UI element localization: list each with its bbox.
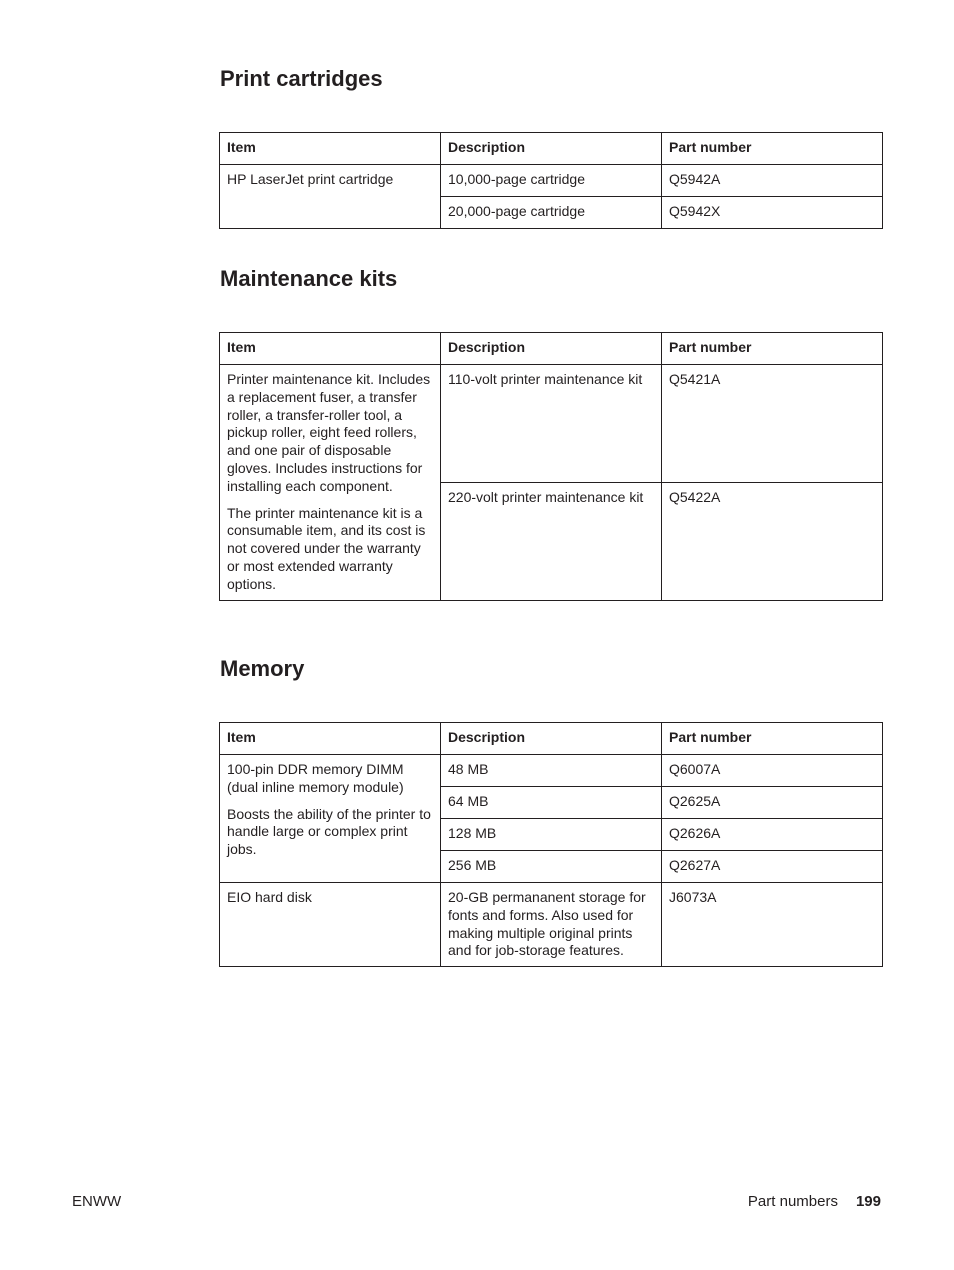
- section-title-memory: Memory: [220, 656, 305, 681]
- table-row: [220, 755, 883, 787]
- item-cell: [220, 365, 441, 601]
- description-cell: 48 MB: [441, 755, 662, 787]
- part-number-cell: Q5422A: [662, 482, 883, 600]
- part-number-cell: Q2627A: [662, 851, 883, 883]
- part-number-cell: J6073A: [662, 883, 883, 967]
- item-cell: HP LaserJet print cartridge: [220, 165, 441, 229]
- maintenance-kits-table: [219, 332, 883, 601]
- table-row: [220, 883, 883, 967]
- part-number-cell: Q5421A: [662, 365, 883, 483]
- page-number: 199: [855, 1193, 881, 1210]
- description-cell: 64 MB: [441, 787, 662, 819]
- print-cartridges-table: [219, 132, 883, 229]
- footer-section-name: Part numbers: [747, 1193, 838, 1210]
- item-cell: EIO hard disk: [220, 883, 441, 967]
- header-description: Description: [441, 723, 662, 755]
- item-paragraph: The printer maintenance kit is a consumable item, and its cost is not covered under the warranty or most extended warranty options.: [227, 504, 426, 592]
- header-item: Item: [220, 723, 441, 755]
- footer-page-info: [748, 1193, 881, 1211]
- memory-table: [219, 722, 883, 967]
- section-title-maintenance-kits: Maintenance kits: [220, 266, 398, 291]
- section-title-print-cartridges: Print cartridges: [220, 66, 383, 91]
- description-cell: 110-volt printer maintenance kit: [441, 365, 662, 483]
- table-header-row: [220, 333, 883, 365]
- table-header-row: [220, 133, 883, 165]
- item-paragraph: Boosts the ability of the printer to handle large or complex print jobs.: [227, 805, 431, 858]
- header-part-number: Part number: [662, 333, 883, 365]
- header-part-number: Part number: [662, 723, 883, 755]
- footer-enww: ENWW: [72, 1193, 122, 1210]
- header-item: Item: [220, 333, 441, 365]
- description-cell: 220-volt printer maintenance kit: [441, 482, 662, 600]
- part-number-cell: Q6007A: [662, 755, 883, 787]
- table-header-row: [220, 723, 883, 755]
- item-cell: [220, 755, 441, 883]
- description-cell: 20-GB permananent storage for fonts and forms. Also used for making multiple original prints and for job-storage features.: [441, 883, 662, 967]
- table-row: [220, 365, 883, 483]
- item-paragraph: Printer maintenance kit. Includes a replacement fuser, a transfer roller, a transfer-roller tool, a pickup roller, eight feed rollers, and one pair of disposable gloves. Includes instructions for installing each component.: [227, 371, 431, 494]
- description-cell: 10,000-page cartridge: [441, 165, 662, 197]
- header-description: Description: [441, 133, 662, 165]
- table-row: [220, 165, 883, 197]
- header-item: Item: [220, 133, 441, 165]
- header-description: Description: [441, 333, 662, 365]
- part-number-cell: Q5942A: [662, 165, 883, 197]
- description-cell: 128 MB: [441, 819, 662, 851]
- part-number-cell: Q2625A: [662, 787, 883, 819]
- description-cell: 256 MB: [441, 851, 662, 883]
- part-number-cell: Q2626A: [662, 819, 883, 851]
- description-cell: 20,000-page cartridge: [441, 197, 662, 229]
- header-part-number: Part number: [662, 133, 883, 165]
- item-paragraph: 100-pin DDR memory DIMM (dual inline memory module): [227, 761, 404, 795]
- part-number-cell: Q5942X: [662, 197, 883, 229]
